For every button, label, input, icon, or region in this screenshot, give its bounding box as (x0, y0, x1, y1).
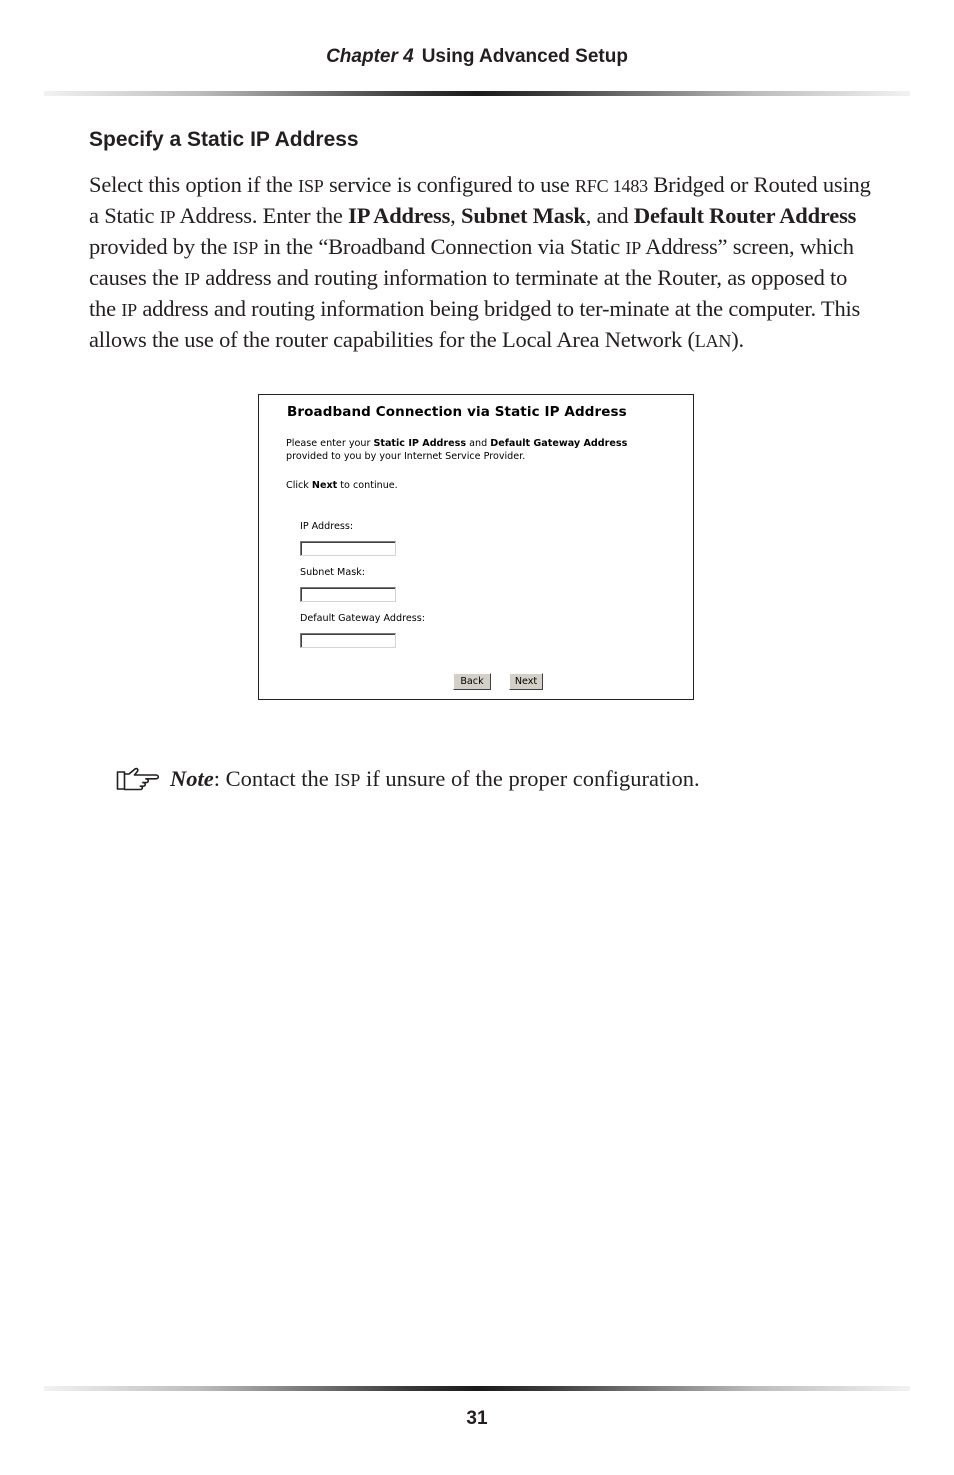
footer-rule (44, 1386, 910, 1391)
header-rule (44, 91, 910, 96)
chapter-label: Chapter 4 (326, 46, 414, 67)
default-gateway-input[interactable] (300, 633, 396, 648)
screenshot-continue-text: Click Next to continue. (286, 480, 398, 491)
default-gateway-label: Default Gateway Address: (300, 613, 425, 624)
static-ip-screenshot (258, 394, 694, 700)
chapter-title: Using Advanced Setup (421, 46, 628, 67)
section-title: Specify a Static IP Address (89, 128, 359, 151)
next-button[interactable]: Next (509, 673, 543, 690)
page-number: 31 (466, 1408, 488, 1429)
term-ip-address: IP Address (348, 203, 451, 228)
subnet-mask-input[interactable] (300, 587, 396, 602)
term-default-router-address: Default Router Address (633, 203, 857, 228)
note-text: if unsure of the proper configuration. (360, 766, 700, 791)
ip-address-input[interactable] (300, 541, 396, 556)
screenshot-instructions: Please enter your Static IP Address and Default Gateway Address provided to you by your Internet Service Provider. (286, 438, 628, 462)
back-button[interactable]: Back (453, 673, 491, 690)
note-label: Note (170, 766, 214, 791)
screenshot-title: Broadband Connection via Static IP Address (287, 404, 627, 420)
ip-address-label: IP Address: (300, 521, 354, 532)
note: Note: Contact the ISP if unsure of the proper configuration. (116, 764, 700, 799)
page-header (0, 46, 954, 68)
body-paragraph: Select this option if the ISP service is configured to use RFC 1483 Bridged or Routed using a Static IP Address. Enter the IP Address, Subnet Mask, and Default Router Address provided by the ISP in the “Broadband Connection via Static IP Address” screen, which causes the IP address and routing information to terminate at the Router, as opposed to the IP address and routing information being bridged to ter-minate at the computer. This allows the use of the router capabilities for the Local Area Network (LAN). (89, 172, 871, 352)
pointing-hand-icon (116, 766, 162, 799)
term-subnet-mask: Subnet Mask (461, 203, 586, 228)
subnet-mask-label: Subnet Mask: (300, 567, 365, 578)
